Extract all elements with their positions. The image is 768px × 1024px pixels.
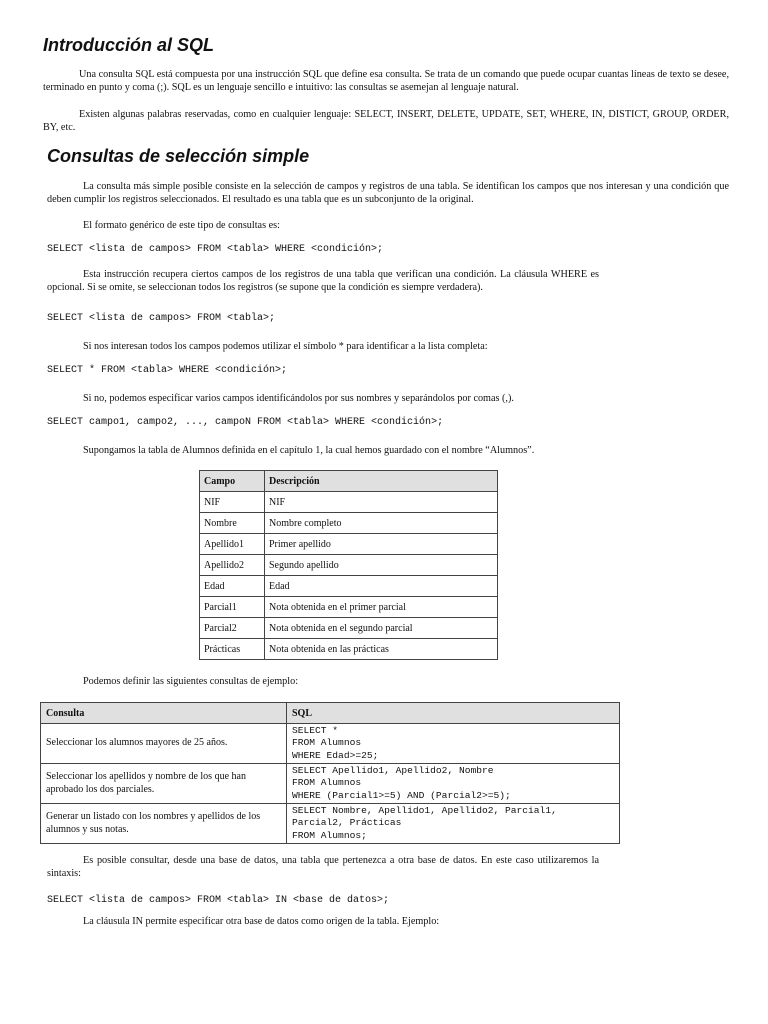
paragraph-generic-format: El formato genérico de este tipo de consultas es:	[83, 220, 280, 231]
table-cell: Segundo apellido	[265, 555, 498, 576]
table-cell: Parcial1	[200, 597, 265, 618]
table-row	[200, 639, 498, 660]
code-select-in-database: SELECT <lista de campos> FROM <tabla> IN <base de datos>;	[47, 895, 390, 906]
table-cell: NIF	[200, 492, 265, 513]
table-cell: Nombre	[200, 513, 265, 534]
table-cell: Primer apellido	[265, 534, 498, 555]
table-row	[200, 555, 498, 576]
table-row	[200, 534, 498, 555]
sql-cell: SELECT Apellido1, Apellido2, Nombre FROM Alumnos WHERE (Parcial1>=5) AND (Parcial2>=5);	[287, 764, 620, 804]
sql-cell: SELECT * FROM Alumnos WHERE Edad>=25;	[287, 724, 620, 764]
table-row	[41, 764, 620, 804]
table-row	[200, 513, 498, 534]
table-cell: Nota obtenida en las prácticas	[265, 639, 498, 660]
paragraph-where-optional: Esta instrucción recupera ciertos campos de los registros de una tabla que verifican una condición. La cláusula WHERE es opcional. Si se omite, se seleccionan todos los registros (se supone que la condición es siempre verdadera).	[47, 269, 599, 293]
queries-table	[40, 702, 620, 844]
code-generic-select: SELECT <lista de campos> FROM <tabla> WHERE <condición>;	[47, 244, 384, 255]
table-cell: Generar un listado con los nombres y apellidos de los alumnos y sus notas.	[41, 804, 287, 844]
paragraph-example-queries: Podemos definir las siguientes consultas de ejemplo:	[83, 676, 299, 687]
section-title-simple-select: Consultas de selección simple	[47, 146, 310, 166]
table-cell: Edad	[200, 576, 265, 597]
table-row	[200, 576, 498, 597]
table-cell: Nota obtenida en el segundo parcial	[265, 618, 498, 639]
table-cell: Parcial2	[200, 618, 265, 639]
code-select-fields: SELECT campo1, campo2, ..., campoN FROM <tabla> WHERE <condición>;	[47, 417, 444, 428]
table-cell: Apellido2	[200, 555, 265, 576]
table-cell: NIF	[265, 492, 498, 513]
paragraph-sql-definition: Una consulta SQL está compuesta por una instrucción SQL que define esa consulta. Se trata de un comando que puede ocupar cuantas líneas de texto se desee, terminado en punto y coma (;). SQL es un lenguaje sencillo e intuitivo: las consultas se asemejan al lenguaje natural.	[43, 69, 729, 93]
code-select-star: SELECT * FROM <tabla> WHERE <condición>;	[47, 365, 288, 376]
table-cell: Seleccionar los alumnos mayores de 25 años.	[41, 724, 287, 764]
paragraph-reserved-words: Existen algunas palabras reservadas, como en cualquier lenguaje: SELECT, INSERT, DELETE, UPDATE, SET, WHERE, IN, DISTICT, GROUP, ORDER, BY, etc.	[43, 109, 729, 133]
table-header-cell: SQL	[287, 703, 620, 724]
fields-table	[199, 470, 498, 660]
section-title-intro: Introducción al SQL	[43, 35, 215, 55]
table-cell: Prácticas	[200, 639, 265, 660]
table-row	[200, 492, 498, 513]
table-row	[200, 618, 498, 639]
table-cell: Edad	[265, 576, 498, 597]
table-header-row	[41, 703, 620, 724]
code-select-no-where: SELECT <lista de campos> FROM <tabla>;	[47, 313, 276, 324]
sql-cell: SELECT Nombre, Apellido1, Apellido2, Parcial1, Parcial2, Prácticas FROM Alumnos;	[287, 804, 620, 844]
table-row	[41, 804, 620, 844]
table-header-cell: Campo	[200, 471, 265, 492]
paragraph-in-clause: La cláusula IN permite especificar otra base de datos como origen de la tabla. Ejemplo:	[83, 916, 440, 927]
table-header-row	[200, 471, 498, 492]
paragraph-other-database: Es posible consultar, desde una base de datos, una tabla que pertenezca a otra base de datos. En este caso utilizaremos la sintaxis:	[47, 855, 599, 879]
table-header-cell: Consulta	[41, 703, 287, 724]
paragraph-all-fields: Si nos interesan todos los campos podemos utilizar el símbolo * para identificar a la lista completa:	[83, 341, 488, 352]
paragraph-several-fields: Si no, podemos especificar varios campos identificándolos por sus nombres y separándolos por comas (,).	[83, 393, 514, 404]
paragraph-simple-query: La consulta más simple posible consiste en la selección de campos y registros de una tabla. Se identifican los campos que nos interesan y una condición que deben cumplir los registros seleccionados. El resultado es una tabla que es un subconjunto de la original.	[47, 181, 729, 205]
table-row	[41, 724, 620, 764]
table-cell: Nota obtenida en el primer parcial	[265, 597, 498, 618]
table-cell: Seleccionar los apellidos y nombre de los que han aprobado los dos parciales.	[41, 764, 287, 804]
table-cell: Apellido1	[200, 534, 265, 555]
table-cell: Nombre completo	[265, 513, 498, 534]
table-header-cell: Descripción	[265, 471, 498, 492]
table-row	[200, 597, 498, 618]
paragraph-alumnos-table: Supongamos la tabla de Alumnos definida en el capítulo 1, la cual hemos guardado con el nombre “Alumnos”.	[83, 445, 535, 456]
